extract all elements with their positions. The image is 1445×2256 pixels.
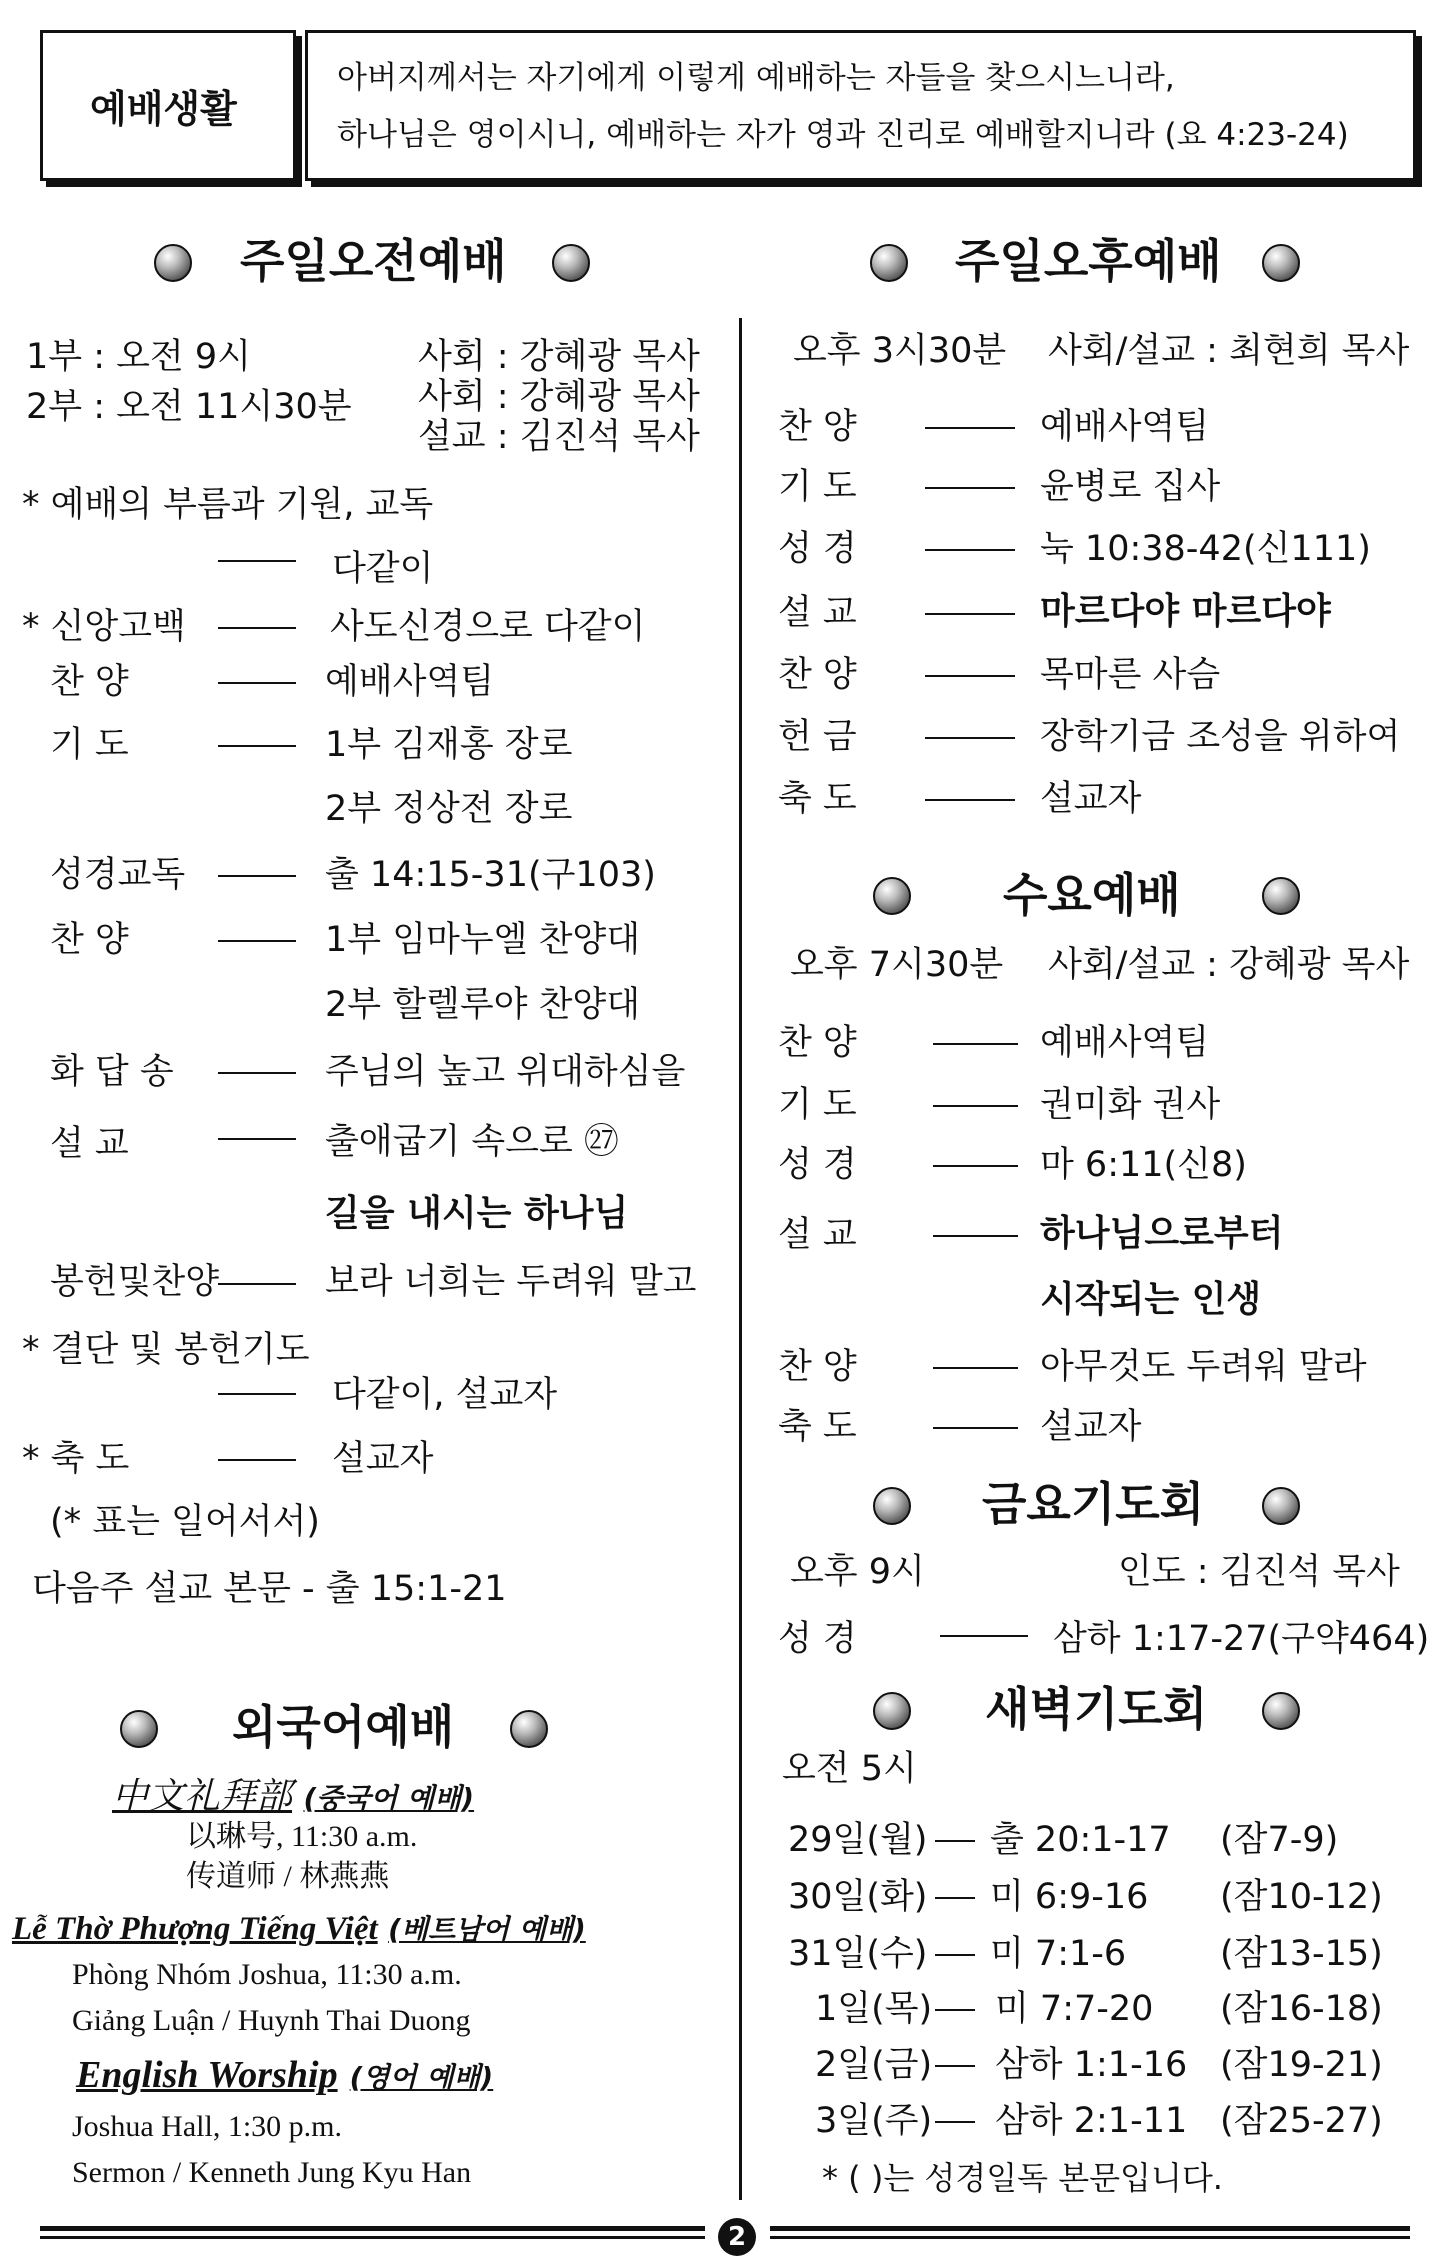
dawn-text: 삼하 2:1-11 xyxy=(995,2101,1188,2141)
dawn-text: 출 20:1-17 xyxy=(990,1820,1171,1860)
leader-dash xyxy=(218,1138,296,1140)
bullet-icon xyxy=(870,244,908,282)
leader-dash xyxy=(935,1840,975,1842)
page-number: 2 xyxy=(718,2218,756,2256)
footer-rule-right xyxy=(770,2226,1410,2231)
viet-line-1: Phòng Nhóm Joshua, 11:30 a.m. xyxy=(72,1958,462,1991)
footer-rule-right xyxy=(770,2236,1410,2239)
leader-dash xyxy=(925,737,1015,739)
morning-call: * 예배의 부름과 기원, 교독 xyxy=(22,485,434,525)
afternoon-label: 기 도 xyxy=(778,467,857,507)
friday-time: 오후 9시 xyxy=(790,1552,925,1592)
leader-dash xyxy=(218,560,296,562)
afternoon-label: 헌 금 xyxy=(778,717,857,757)
leader-dash xyxy=(925,549,1015,551)
dawn-text: 미 6:9-16 xyxy=(990,1877,1149,1917)
offering-value: 보라 너희는 두려워 말고 xyxy=(325,1262,697,1302)
dawn-day: 30일(화) xyxy=(788,1877,928,1917)
bullet-icon xyxy=(1262,1692,1300,1730)
leader-dash xyxy=(218,1459,296,1461)
wednesday-label: 성 경 xyxy=(778,1145,857,1185)
dawn-day: 1일(목) xyxy=(815,1989,933,2029)
wednesday-label: 기 도 xyxy=(778,1085,857,1125)
bless-value: 설교자 xyxy=(332,1439,434,1479)
afternoon-time: 오후 3시30분 xyxy=(793,331,1007,371)
english-title: English Worship xyxy=(76,2054,338,2096)
dawn-proverbs: (잠19-21) xyxy=(1220,2045,1383,2085)
viet-title: Lễ Thờ Phượng Tiếng Việt xyxy=(12,1911,378,1947)
leader-dash xyxy=(925,675,1015,677)
reading-label: 성경교독 xyxy=(50,855,186,895)
afternoon-label: 찬 양 xyxy=(778,655,857,695)
dawn-note: * ( )는 성경일독 본문입니다. xyxy=(822,2159,1223,2197)
dawn-proverbs: (잠7-9) xyxy=(1220,1820,1339,1860)
choir-label: 찬 양 xyxy=(50,920,129,960)
wednesday-label: 찬 양 xyxy=(778,1023,857,1063)
creed-label: * 신앙고백 xyxy=(22,607,186,647)
chinese-heading xyxy=(112,1768,474,1819)
bullet-icon xyxy=(873,877,911,915)
wednesday-value: 설교자 xyxy=(1040,1407,1142,1447)
english-line-2: Sermon / Kenneth Jung Kyu Han xyxy=(72,2156,472,2189)
wednesday-value: 권미화 권사 xyxy=(1040,1085,1221,1125)
prayer-label: 기 도 xyxy=(50,725,129,765)
morning-leader-2: 사회 : 강혜광 목사 xyxy=(418,377,700,417)
dawn-proverbs: (잠13-15) xyxy=(1220,1934,1383,1974)
foreign-title: 외국어예배 xyxy=(232,1700,455,1754)
afternoon-label: 성 경 xyxy=(778,529,857,569)
wednesday-value: 예배사역팀 xyxy=(1040,1023,1210,1063)
leader-dash xyxy=(933,1043,1018,1045)
dawn-text: 미 7:1-6 xyxy=(990,1934,1127,1974)
leader-dash xyxy=(218,1393,296,1395)
verse-line-2: 하나님은 영이시니, 예배하는 자가 영과 진리로 예배할지니라 (요 4:23-24) xyxy=(337,117,1349,153)
dawn-time: 오전 5시 xyxy=(782,1749,917,1789)
dawn-proverbs: (잠10-12) xyxy=(1220,1877,1383,1917)
footer-rule-left xyxy=(40,2226,705,2231)
friday-leader: 인도 : 김진석 목사 xyxy=(1118,1552,1400,1592)
leader-dash xyxy=(218,940,296,942)
viet-line-2: Giảng Luận / Huynh Thai Duong xyxy=(72,2004,471,2037)
wednesday-label: 설 교 xyxy=(778,1215,857,1255)
friday-scripture-value: 삼하 1:17-27(구약464) xyxy=(1053,1619,1430,1659)
verse-box xyxy=(305,30,1416,181)
afternoon-value: 윤병로 집사 xyxy=(1040,467,1221,507)
dawn-title: 새벽기도회 xyxy=(985,1682,1208,1736)
leader-dash xyxy=(218,1072,296,1074)
leader-dash xyxy=(935,2121,975,2123)
dawn-text: 삼하 1:1-16 xyxy=(995,2045,1188,2085)
prayer-value-1: 1부 김재홍 장로 xyxy=(325,725,573,765)
viet-heading xyxy=(12,1908,586,1948)
leader-dash xyxy=(935,1897,975,1899)
wednesday-title: 수요예배 xyxy=(1003,868,1181,922)
decision-value: 다같이, 설교자 xyxy=(332,1375,558,1415)
afternoon-value: 목마른 사슴 xyxy=(1040,655,1221,695)
leader-dash xyxy=(218,627,296,629)
chinese-title: 中文礼拜部 xyxy=(112,1776,293,1816)
leader-dash xyxy=(218,875,296,877)
sermon-label: 설 교 xyxy=(50,1124,129,1164)
afternoon-title: 주일오후예배 xyxy=(955,234,1222,288)
leader-dash xyxy=(925,613,1015,615)
morning-leader-1: 사회 : 강혜광 목사 xyxy=(418,337,700,377)
bless-label: * 축 도 xyxy=(22,1439,130,1479)
wednesday-label: 축 도 xyxy=(778,1407,857,1447)
afternoon-label: 찬 양 xyxy=(778,407,857,447)
friday-title: 금요기도회 xyxy=(982,1477,1205,1531)
dawn-proverbs: (잠16-18) xyxy=(1220,1989,1383,2029)
dawn-day: 2일(금) xyxy=(815,2045,933,2085)
bullet-icon xyxy=(873,1692,911,1730)
wednesday-leader: 사회/설교 : 강혜광 목사 xyxy=(1048,945,1410,985)
bullet-icon xyxy=(1262,244,1300,282)
leader-dash xyxy=(933,1427,1018,1429)
bullet-icon xyxy=(552,244,590,282)
praise-label: 찬 양 xyxy=(50,662,129,702)
wednesday-time: 오후 7시30분 xyxy=(790,945,1004,985)
response-value: 주님의 높고 위대하심을 xyxy=(325,1052,686,1092)
leader-dash xyxy=(218,682,296,684)
footer-rule-left xyxy=(40,2236,705,2239)
english-line-1: Joshua Hall, 1:30 p.m. xyxy=(72,2110,342,2143)
stand-note: (* 표는 일어서서) xyxy=(50,1502,320,1542)
sermon-value-1: 출애굽기 속으로 ㉗ xyxy=(325,1122,619,1162)
english-heading xyxy=(76,2052,493,2097)
afternoon-value: 눅 10:38-42(신111) xyxy=(1040,529,1371,569)
leader-dash xyxy=(940,1635,1028,1637)
prayer-value-2: 2부 정상전 장로 xyxy=(325,789,573,829)
leader-dash xyxy=(935,1954,975,1956)
response-label: 화 답 송 xyxy=(50,1052,174,1092)
wednesday-value: 시작되는 인생 xyxy=(1040,1279,1262,1320)
creed-value: 사도신경으로 다같이 xyxy=(330,607,646,647)
chinese-subtitle: (중국어 예배) xyxy=(303,1782,475,1815)
morning-time-1: 1부 : 오전 9시 xyxy=(26,337,251,377)
afternoon-label: 설 교 xyxy=(778,593,857,633)
dawn-proverbs: (잠25-27) xyxy=(1220,2101,1383,2141)
column-divider xyxy=(739,318,742,2200)
wednesday-value: 아무것도 두려워 말라 xyxy=(1040,1347,1367,1387)
leader-dash xyxy=(933,1367,1018,1369)
bullet-icon xyxy=(1262,1487,1300,1525)
dawn-text: 미 7:7-20 xyxy=(995,1989,1154,2029)
afternoon-value: 예배사역팀 xyxy=(1040,407,1210,447)
afternoon-value: 장학기금 조성을 위하여 xyxy=(1040,717,1401,757)
leader-dash xyxy=(925,427,1015,429)
choir-value-2: 2부 할렐루야 찬양대 xyxy=(325,985,640,1025)
friday-scripture-label: 성 경 xyxy=(778,1619,857,1659)
leader-dash xyxy=(933,1165,1018,1167)
sermon-value-2: 길을 내시는 하나님 xyxy=(325,1193,629,1234)
wednesday-value: 마 6:11(신8) xyxy=(1040,1145,1247,1185)
bullet-icon xyxy=(154,244,192,282)
bullet-icon xyxy=(1262,877,1300,915)
morning-call-value: 다같이 xyxy=(332,549,434,589)
english-subtitle: (영어 예배) xyxy=(349,2061,494,2094)
leader-dash xyxy=(933,1105,1018,1107)
verse-line-1: 아버지께서는 자기에게 이렇게 예배하는 자들을 찾으시느니라, xyxy=(337,60,1175,96)
chinese-line-1: 以琳号, 11:30 a.m. xyxy=(186,1820,418,1853)
dawn-day: 31일(수) xyxy=(788,1934,928,1974)
afternoon-value: 마르다야 마르다야 xyxy=(1040,591,1331,632)
morning-title: 주일오전예배 xyxy=(240,234,507,288)
afternoon-label: 축 도 xyxy=(778,779,857,819)
leader-dash xyxy=(925,487,1015,489)
choir-value-1: 1부 임마누엘 찬양대 xyxy=(325,920,640,960)
morning-preacher: 설교 : 김진석 목사 xyxy=(418,417,700,457)
bullet-icon xyxy=(510,1710,548,1748)
bullet-icon xyxy=(120,1710,158,1748)
morning-time-2: 2부 : 오전 11시30분 xyxy=(26,387,352,427)
dawn-day: 29일(월) xyxy=(788,1820,928,1860)
afternoon-leader: 사회/설교 : 최현희 목사 xyxy=(1048,331,1410,371)
chinese-line-2: 传道师 / 林燕燕 xyxy=(186,1860,390,1893)
reading-value: 출 14:15-31(구103) xyxy=(325,855,656,895)
leader-dash xyxy=(218,1283,296,1285)
offering-label: 봉헌및찬양 xyxy=(50,1262,220,1302)
decision-label: * 결단 및 봉헌기도 xyxy=(22,1330,310,1370)
afternoon-value: 설교자 xyxy=(1040,779,1142,819)
leader-dash xyxy=(925,799,1015,801)
leader-dash xyxy=(933,1235,1018,1237)
leader-dash xyxy=(218,745,296,747)
section-label: 예배생활 xyxy=(90,87,237,131)
wednesday-label: 찬 양 xyxy=(778,1347,857,1387)
dawn-day: 3일(주) xyxy=(815,2101,933,2141)
praise-value: 예배사역팀 xyxy=(325,662,495,702)
bullet-icon xyxy=(873,1487,911,1525)
next-sermon: 다음주 설교 본문 - 출 15:1-21 xyxy=(32,1569,507,1609)
viet-subtitle: (베트남어 예배) xyxy=(388,1913,586,1946)
leader-dash xyxy=(935,2065,975,2067)
wednesday-value: 하나님으로부터 xyxy=(1040,1213,1284,1254)
leader-dash xyxy=(935,2009,975,2011)
